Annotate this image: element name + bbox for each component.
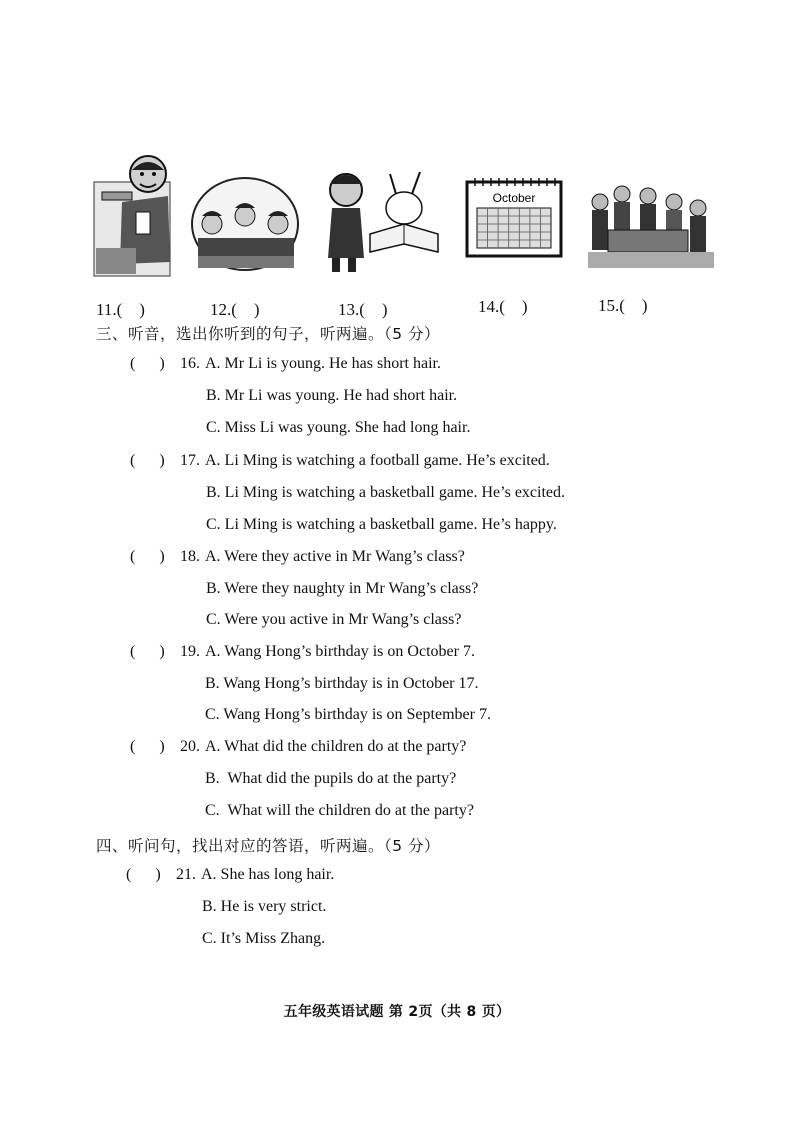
question-number-17: 17. bbox=[180, 452, 200, 469]
answer-blank-17[interactable]: ( ) bbox=[130, 452, 165, 469]
option-19c: C. Wang Hong’s birthday is on September 7. bbox=[205, 706, 491, 723]
answer-blank-21[interactable]: ( ) bbox=[126, 866, 161, 883]
section-3-title: 三、听音，选出你听到的句子，听两遍。（5 分） bbox=[96, 325, 441, 343]
option-18b: B. Were they naughty in Mr Wang’s class? bbox=[206, 580, 479, 597]
option-21b: B. He is very strict. bbox=[202, 898, 327, 915]
option-16b: B. Mr Li was young. He had short hair. bbox=[206, 387, 458, 404]
option-21c: C. It’s Miss Zhang. bbox=[202, 930, 326, 947]
picture-number-14[interactable]: 14.( ) bbox=[478, 297, 528, 316]
picture-11-teacher bbox=[92, 152, 174, 278]
question-number-16: 16. bbox=[180, 355, 200, 372]
answer-blank-18[interactable]: ( ) bbox=[130, 548, 165, 565]
section-4-title: 四、听问句，找出对应的答语，听两遍。（5 分） bbox=[96, 837, 441, 855]
answer-blank-16[interactable]: ( ) bbox=[130, 355, 165, 372]
option-18c: C. Were you active in Mr Wang’s class? bbox=[206, 611, 462, 628]
option-17a: A. Li Ming is watching a football game. He’s excited. bbox=[205, 452, 550, 469]
answer-blank-19[interactable]: ( ) bbox=[130, 643, 165, 660]
option-20a: A. What did the children do at the party? bbox=[205, 738, 467, 755]
question-number-18: 18. bbox=[180, 548, 200, 565]
option-19a: A. Wang Hong’s birthday is on October 7. bbox=[205, 643, 475, 660]
picture-number-15[interactable]: 15.( ) bbox=[598, 296, 648, 315]
page-footer: 五年级英语试题 第 2页（共 8 页） bbox=[283, 1004, 511, 1020]
option-21a: A. She has long hair. bbox=[201, 866, 335, 883]
calendar-month-label: October bbox=[492, 191, 536, 205]
option-16c: C. Miss Li was young. She had long hair. bbox=[206, 419, 471, 436]
picture-number-12[interactable]: 12.( ) bbox=[210, 300, 260, 319]
answer-blank-20[interactable]: ( ) bbox=[130, 738, 165, 755]
question-number-21: 21. bbox=[176, 866, 196, 883]
picture-14-calendar bbox=[465, 178, 563, 258]
question-number-20: 20. bbox=[180, 738, 200, 755]
picture-12-classroom bbox=[190, 176, 300, 276]
picture-15-party bbox=[588, 180, 714, 270]
picture-13-reading bbox=[320, 168, 440, 276]
option-17b: B. Li Ming is watching a basketball game. He’s excited. bbox=[206, 484, 566, 501]
option-18a: A. Were they active in Mr Wang’s class? bbox=[205, 548, 465, 565]
option-19b: B. Wang Hong’s birthday is in October 17. bbox=[205, 675, 479, 692]
option-20b: B. What did the pupils do at the party? bbox=[205, 770, 457, 787]
picture-number-13[interactable]: 13.( ) bbox=[338, 300, 388, 319]
option-20c: C. What will the children do at the party? bbox=[205, 802, 474, 819]
option-17c: C. Li Ming is watching a basketball game. He’s happy. bbox=[206, 516, 557, 533]
picture-number-11[interactable]: 11.( ) bbox=[96, 300, 145, 319]
option-16a: A. Mr Li is young. He has short hair. bbox=[205, 355, 441, 372]
question-number-19: 19. bbox=[180, 643, 200, 660]
